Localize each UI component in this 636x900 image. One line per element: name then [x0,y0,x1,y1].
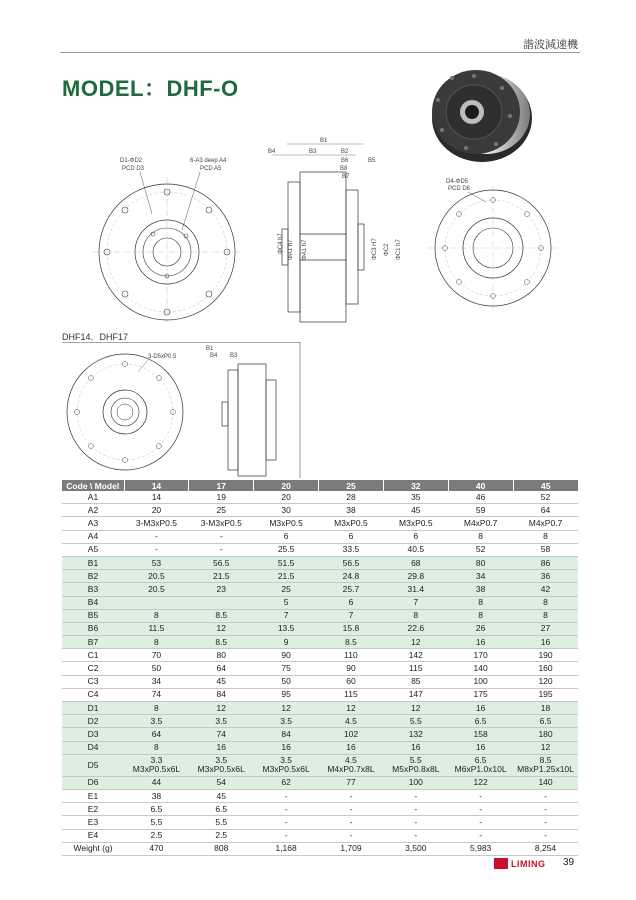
table-cell: 1,709 [319,842,384,855]
table-cell: 27 [513,622,578,635]
table-cell: - [513,803,578,816]
table-cell: 132 [383,728,448,741]
row-code: E3 [62,816,124,829]
label-b3: B3 [309,149,317,155]
table-cell: - [513,789,578,802]
table-cell: - [383,829,448,842]
table-row [62,609,578,622]
table-cell: 51.5 [254,556,319,569]
table-row [62,491,578,504]
table-cell: 6.5 [513,715,578,728]
table-cell: - [448,803,513,816]
table-cell: 5.5 M5xP0.8x8L [383,754,448,776]
row-code: Weight (g) [62,842,124,855]
table-cell: 6.5 [189,803,254,816]
table-row [62,829,578,842]
table-cell: 77 [319,776,384,789]
table-cell: 16 [448,636,513,649]
row-code: A5 [62,543,124,556]
brand-logo [494,858,546,869]
table-cell: 31.4 [383,583,448,596]
table-cell: 12 [513,741,578,754]
table-row [62,842,578,855]
table-cell: 53 [124,556,189,569]
table-cell: 12 [189,702,254,715]
table-cell: 16 [448,741,513,754]
table-cell: - [189,543,254,556]
table-cell: 8.5 [319,636,384,649]
table-cell: 3.5 [124,715,189,728]
table-cell: 5,983 [448,842,513,855]
table-cell: 38 [124,789,189,802]
table-cell: 142 [383,649,448,662]
table-cell: 11.5 [124,622,189,635]
table-cell: 8 [124,702,189,715]
table-cell: - [448,829,513,842]
label-b2: B2 [341,149,349,155]
table-cell: 5.5 [124,816,189,829]
table-cell: 64 [124,728,189,741]
table-cell: 16 [189,741,254,754]
table-cell: 54 [189,776,254,789]
table-cell: - [383,816,448,829]
table-cell: 52 [448,543,513,556]
small-drawing-frame [62,342,302,480]
header-text: 諧波減速機 [523,38,578,51]
table-cell: 6.5 [124,803,189,816]
table-row [62,675,578,688]
header-divider [60,52,580,53]
table-cell: 52 [513,491,578,504]
row-code: A4 [62,530,124,543]
row-code: E2 [62,803,124,816]
row-code: A1 [62,491,124,504]
table-cell: 35 [383,491,448,504]
table-cell: - [254,803,319,816]
label-b7: B7 [342,174,350,180]
table-cell: 34 [124,675,189,688]
table-cell: 6.5 [448,715,513,728]
table-cell: 80 [448,556,513,569]
table-cell: 62 [254,776,319,789]
label-pcd-a5: PCD A5 [200,166,222,172]
table-cell: - [254,829,319,842]
table-cell: 20.5 [124,583,189,596]
table-cell: 7 [383,596,448,609]
table-cell: 3.3 M3xP0.5x6L [124,754,189,776]
table-cell: 25.7 [319,583,384,596]
table-header-model: 45 [513,480,578,491]
table-row [62,543,578,556]
table-cell: 7 [254,609,319,622]
label-small-b1: B1 [206,346,214,352]
table-cell: 20.5 [124,570,189,583]
table-cell: 8 [513,530,578,543]
table-header-model: 17 [189,480,254,491]
spec-table-body [62,491,578,855]
table-cell: 140 [448,662,513,675]
label-c1: ΦC1 h7 [396,239,402,260]
row-code: D4 [62,741,124,754]
table-cell: 100 [383,776,448,789]
row-code: A2 [62,504,124,517]
label-pcd-d3: PCD D3 [122,166,145,172]
table-cell: 3,500 [383,842,448,855]
table-row [62,789,578,802]
table-cell: M3xP0.5 [383,517,448,530]
table-row [62,816,578,829]
row-code: B6 [62,622,124,635]
table-header-row [62,480,578,491]
table-cell: 7 [319,609,384,622]
table-cell: 85 [383,675,448,688]
table-row [62,517,578,530]
table-cell: 3.5 [189,715,254,728]
front-view-right [428,176,558,311]
table-cell: 8 [383,609,448,622]
page-number: 39 [563,857,575,868]
brand-name: LIMING [511,858,546,869]
table-row [62,728,578,741]
table-cell: 64 [189,662,254,675]
table-cell: 3.5 M3xP0.5x6L [189,754,254,776]
table-cell: 12 [189,622,254,635]
table-cell: 3.5 [254,715,319,728]
row-code: B4 [62,596,124,609]
table-cell: 158 [448,728,513,741]
table-cell: 80 [189,649,254,662]
table-cell: 15.8 [319,622,384,635]
table-cell: 60 [319,675,384,688]
spec-table [62,480,578,856]
label-d4: D4-ΦD5 [446,179,469,185]
table-cell: 50 [124,662,189,675]
table-row [62,636,578,649]
table-cell: 100 [448,675,513,688]
table-cell: 70 [124,649,189,662]
table-cell: 8 [124,636,189,649]
table-cell: 9 [254,636,319,649]
table-cell: 74 [124,688,189,701]
table-cell: 24.8 [319,570,384,583]
table-cell: 16 [254,741,319,754]
table-header-code: Code \ Model [62,480,124,491]
table-cell: 140 [513,776,578,789]
table-cell: 18 [513,702,578,715]
table-cell: 5 [254,596,319,609]
label-c4: ΦC4 h7 [278,233,284,254]
table-cell: 45 [189,675,254,688]
label-pcd-d6: PCD D6 [448,186,471,192]
table-cell: 110 [319,649,384,662]
label-b5: B5 [368,158,376,164]
table-row [62,530,578,543]
table-row [62,741,578,754]
table-header-model: 40 [448,480,513,491]
table-cell: 6 [319,530,384,543]
row-code: A3 [62,517,124,530]
table-header-model: 32 [383,480,448,491]
table-cell: 120 [513,675,578,688]
row-code: C4 [62,688,124,701]
table-cell: 190 [513,649,578,662]
table-cell: 8 [513,596,578,609]
table-cell: 14 [124,491,189,504]
table-cell: 122 [448,776,513,789]
table-row [62,662,578,675]
table-row [62,776,578,789]
table-cell: 6.5 M6xP1.0x10L [448,754,513,776]
row-code: B5 [62,609,124,622]
table-cell: 38 [319,504,384,517]
table-cell: 8,254 [513,842,578,855]
table-cell: - [254,816,319,829]
table-cell: 56.5 [319,556,384,569]
table-cell: 19 [189,491,254,504]
table-cell: 45 [189,789,254,802]
table-cell: 45 [383,504,448,517]
product-image [424,56,536,168]
label-small-d5: 3-D5xP0.5 [148,354,177,360]
table-cell: - [124,530,189,543]
row-code: D3 [62,728,124,741]
table-cell: 58 [513,543,578,556]
table-cell: 40.5 [383,543,448,556]
row-code: E1 [62,789,124,802]
sub-model-caption: DHF14．DHF17 [62,332,129,342]
label-b4: B4 [268,149,276,155]
table-cell: 1,168 [254,842,319,855]
label-c2: ΦC2 [384,243,390,256]
label-small-b3: B3 [230,353,238,359]
table-cell: - [448,816,513,829]
table-cell: 86 [513,556,578,569]
table-cell: 170 [448,649,513,662]
table-cell: 95 [254,688,319,701]
logo-mark-icon [494,858,508,869]
table-cell: 8.5 [189,609,254,622]
table-row [62,715,578,728]
table-row [62,702,578,715]
row-code: D1 [62,702,124,715]
table-cell: 90 [319,662,384,675]
table-cell: 175 [448,688,513,701]
table-cell: - [254,789,319,802]
row-code: C3 [62,675,124,688]
table-cell: 16 [513,636,578,649]
table-cell: - [383,789,448,802]
table-cell: 21.5 [189,570,254,583]
table-cell: - [513,816,578,829]
table-cell: 5.5 [189,816,254,829]
label-b8: B8 [340,166,348,172]
table-cell: 6 [319,596,384,609]
table-cell: 29.8 [383,570,448,583]
table-cell: 808 [189,842,254,855]
table-cell: 12 [254,702,319,715]
table-cell: 84 [189,688,254,701]
table-cell: 50 [254,675,319,688]
label-b6: B6 [341,158,349,164]
table-cell: 8.5 M8xP1.25x10L [513,754,578,776]
row-code: E4 [62,829,124,842]
table-cell: - [189,530,254,543]
table-cell: - [319,789,384,802]
table-cell: 2.5 [189,829,254,842]
table-cell: 36 [513,570,578,583]
table-cell: - [319,803,384,816]
table-row [62,596,578,609]
table-cell: 68 [383,556,448,569]
row-code: B3 [62,583,124,596]
table-cell: 84 [254,728,319,741]
table-cell: - [319,816,384,829]
table-cell: M3xP0.5 [319,517,384,530]
table-cell: 25.5 [254,543,319,556]
table-cell: 23 [189,583,254,596]
table-header-model: 25 [319,480,384,491]
table-cell: 12 [383,636,448,649]
page-title: MODEL：DHF-O [62,76,239,101]
label-a1-mid: ΦA1 h7 [302,239,308,260]
table-cell: 470 [124,842,189,855]
table-cell: 90 [254,649,319,662]
label-a3: 6-A3 deep A4 [190,158,227,164]
table-cell: 195 [513,688,578,701]
table-cell: 8 [513,609,578,622]
table-row [62,754,578,776]
table-cell: 16 [383,741,448,754]
table-row [62,649,578,662]
table-cell: 4.5 M4xP0.7x8L [319,754,384,776]
table-cell [189,596,254,609]
table-cell: 8 [448,609,513,622]
table-cell: 59 [448,504,513,517]
table-cell: 8.5 [189,636,254,649]
table-cell: 38 [448,583,513,596]
table-cell: 115 [383,662,448,675]
table-cell: 5.5 [383,715,448,728]
table-cell: 115 [319,688,384,701]
table-cell: - [448,789,513,802]
table-cell: 6 [383,530,448,543]
table-cell: 25 [189,504,254,517]
table-row [62,803,578,816]
table-cell: 2.5 [124,829,189,842]
label-d1: D1-ΦD2 [120,158,143,164]
table-cell: 21.5 [254,570,319,583]
table-row [62,622,578,635]
table-cell: 3-M3xP0.5 [124,517,189,530]
table-cell: 75 [254,662,319,675]
table-cell: 13.5 [254,622,319,635]
table-cell: 33.5 [319,543,384,556]
table-cell: M4xP0.7 [513,517,578,530]
row-code: D5 [62,754,124,776]
table-cell: 20 [124,504,189,517]
table-cell: 6 [254,530,319,543]
table-cell: 30 [254,504,319,517]
table-cell: 56.5 [189,556,254,569]
label-small-b4: B4 [210,353,218,359]
table-cell: 16 [448,702,513,715]
table-row [62,504,578,517]
table-cell: 64 [513,504,578,517]
table-cell [124,596,189,609]
table-row [62,570,578,583]
table-cell: - [383,803,448,816]
row-code: D6 [62,776,124,789]
table-row [62,583,578,596]
table-cell: 20 [254,491,319,504]
table-cell: 8 [448,596,513,609]
table-cell: 102 [319,728,384,741]
row-code: C1 [62,649,124,662]
table-cell: 147 [383,688,448,701]
table-cell: 180 [513,728,578,741]
table-cell: - [124,543,189,556]
table-cell: 4.5 [319,715,384,728]
table-cell: - [513,829,578,842]
table-cell: M4xP0.7 [448,517,513,530]
table-cell: 25 [254,583,319,596]
label-a1-left: ΦA1 h7 [288,239,294,260]
table-cell: 26 [448,622,513,635]
table-cell: 74 [189,728,254,741]
table-cell: 8 [124,741,189,754]
table-cell: 34 [448,570,513,583]
table-cell: 46 [448,491,513,504]
table-cell: 160 [513,662,578,675]
row-code: D2 [62,715,124,728]
table-cell: 16 [319,741,384,754]
label-b1: B1 [320,138,328,144]
table-header-model: 14 [124,480,189,491]
table-cell: M3xP0.5 [254,517,319,530]
table-cell: 12 [383,702,448,715]
row-code: B7 [62,636,124,649]
table-header-model: 20 [254,480,319,491]
table-cell: - [319,829,384,842]
table-cell: 22.6 [383,622,448,635]
front-view-left [92,152,242,322]
row-code: C2 [62,662,124,675]
side-view [252,134,412,329]
table-row [62,688,578,701]
row-code: B2 [62,570,124,583]
table-cell: 8 [124,609,189,622]
label-c3: ΦC3 H7 [372,238,378,260]
table-cell: 28 [319,491,384,504]
table-row [62,556,578,569]
table-cell: 12 [319,702,384,715]
table-cell: 42 [513,583,578,596]
table-cell: 44 [124,776,189,789]
table-cell: 3-M3xP0.5 [189,517,254,530]
row-code: B1 [62,556,124,569]
table-cell: 3.5 M3xP0.5x6L [254,754,319,776]
table-cell: 8 [448,530,513,543]
